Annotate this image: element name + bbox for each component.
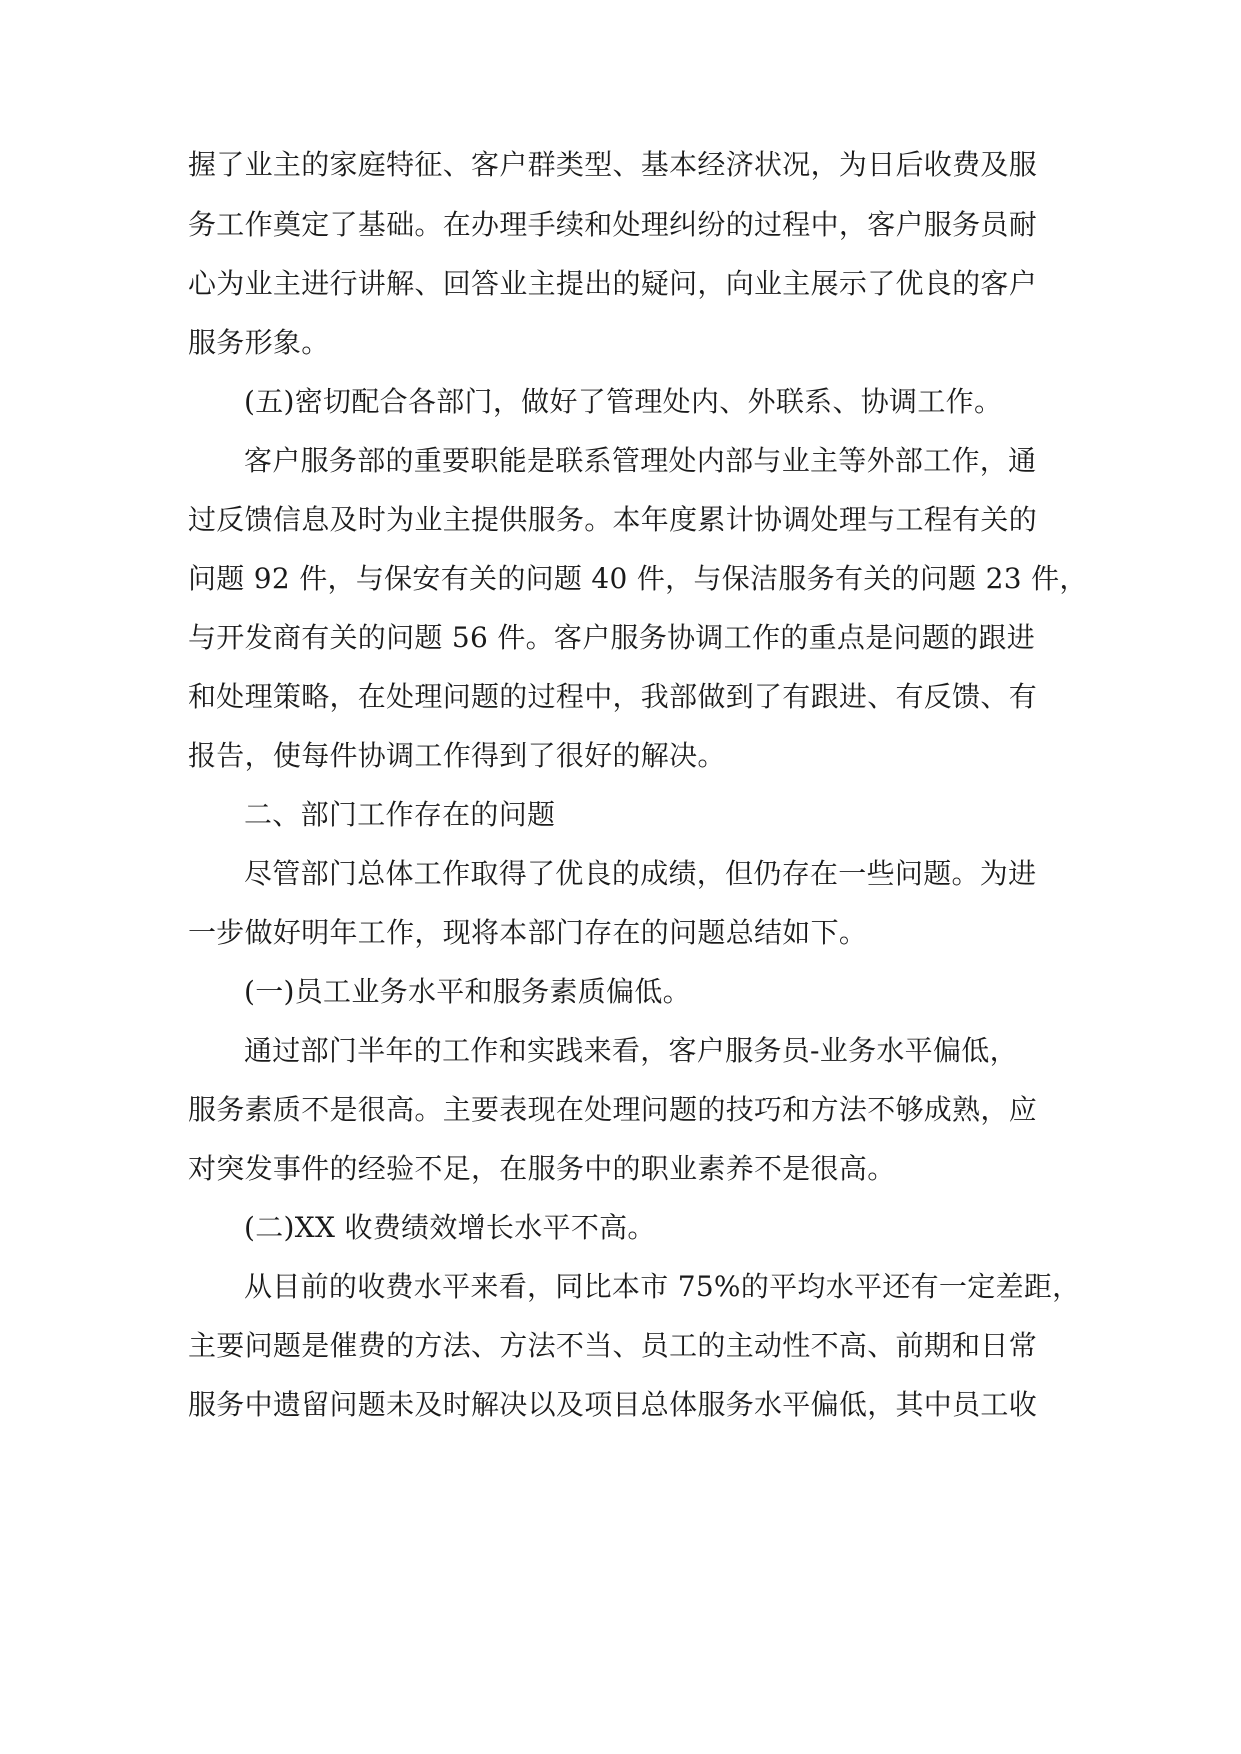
paragraph-line: 心为业主进行讲解、回答业主提出的疑问，向业主展示了优良的客户 (188, 267, 1038, 300)
paragraph-line: 对突发事件的经验不足，在服务中的职业素养不是很高。 (188, 1152, 896, 1185)
section-heading: (五)密切配合各部门，做好了管理处内、外联系、协调工作。 (244, 385, 1003, 418)
paragraph-line: 客户服务部的重要职能是联系管理处内部与业主等外部工作，通 (244, 444, 1037, 477)
paragraph-line: 服务中遗留问题未及时解决以及项目总体服务水平偏低，其中员工收 (188, 1388, 1038, 1421)
paragraph-line: 和处理策略，在处理问题的过程中，我部做到了有跟进、有反馈、有 (188, 680, 1038, 713)
paragraph-line: 问题 92 件，与保安有关的问题 40 件，与保洁服务有关的问题 23 件， (188, 562, 1088, 595)
paragraph-line: 过反馈信息及时为业主提供服务。本年度累计协调处理与工程有关的 (188, 503, 1038, 536)
paragraph-line: 服务素质不是很高。主要表现在处理问题的技巧和方法不够成熟，应 (188, 1093, 1038, 1126)
paragraph-line: 一步做好明年工作，现将本部门存在的问题总结如下。 (188, 916, 868, 949)
paragraph-line: 主要问题是催费的方法、方法不当、员工的主动性不高、前期和日常 (188, 1329, 1038, 1362)
section-heading: 二、部门工作存在的问题 (244, 798, 556, 831)
paragraph-line: 通过部门半年的工作和实践来看，客户服务员-业务水平偏低， (244, 1034, 1018, 1067)
paragraph-line: 与开发商有关的问题 56 件。客户服务协调工作的重点是问题的跟进 (188, 621, 1036, 654)
paragraph-line: 服务形象。 (188, 326, 330, 359)
section-heading: (一)员工业务水平和服务素质偏低。 (244, 975, 691, 1008)
paragraph-line: 握了业主的家庭特征、客户群类型、基本经济状况，为日后收费及服 (188, 148, 1038, 181)
paragraph-line: 尽管部门总体工作取得了优良的成绩，但仍存在一些问题。为进 (244, 857, 1037, 890)
section-heading: (二)XX 收费绩效增长水平不高。 (244, 1211, 656, 1244)
paragraph-line: 务工作奠定了基础。在办理手续和处理纠纷的过程中，客户服务员耐 (188, 208, 1038, 241)
paragraph-line: 从目前的收费水平来看，同比本市 75%的平均水平还有一定差距， (244, 1270, 1081, 1303)
paragraph-line: 报告，使每件协调工作得到了很好的解决。 (188, 739, 726, 772)
